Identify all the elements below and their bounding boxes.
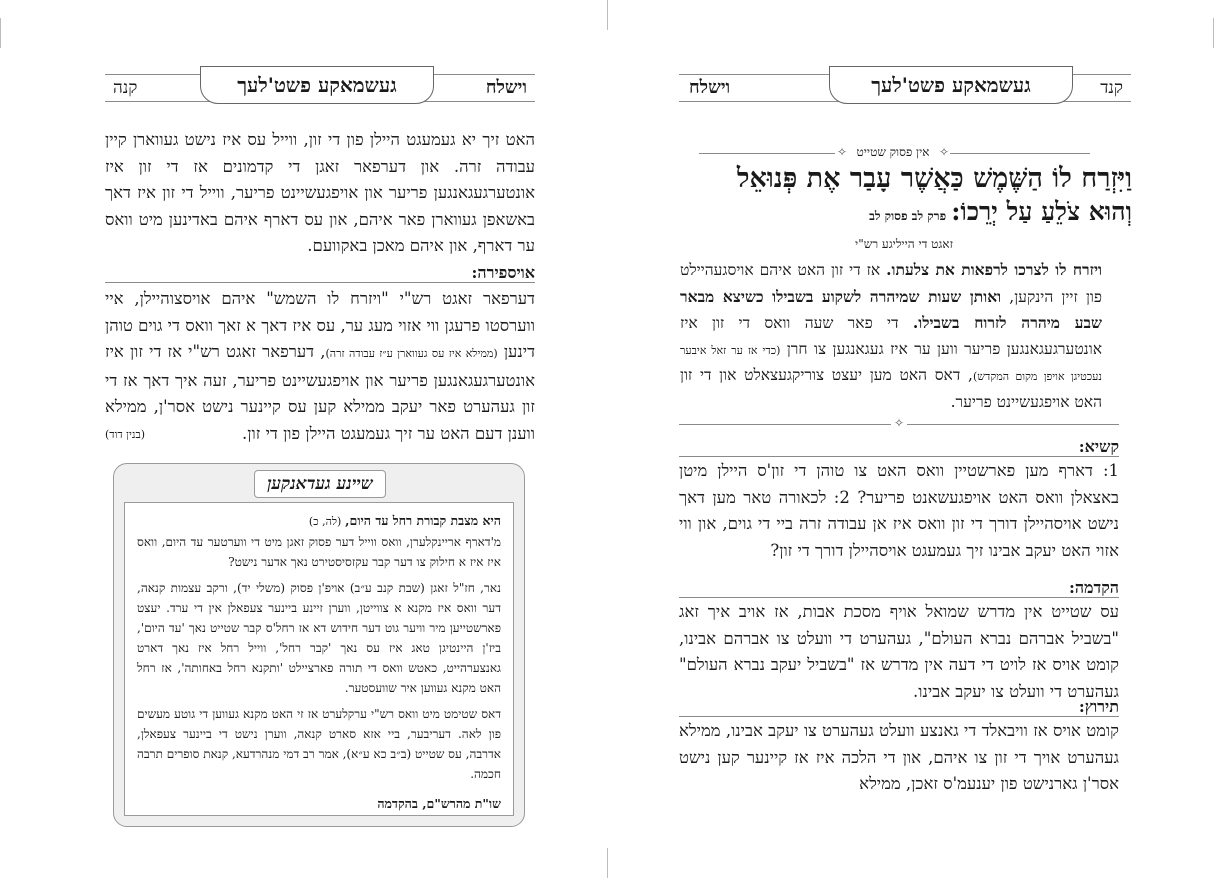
verse-line: וַיִּזְרַח לוֹ הַשֶּׁמֶשׁ כַּאֲשֶׁר עָבַר אֶת פְּנוּאֵל: [736, 163, 1132, 194]
pasuk-label: אין פסוק שטייט: [856, 145, 930, 159]
divider: [950, 153, 1090, 154]
diamond-ornament-icon: ✧: [893, 416, 905, 430]
rashi-explanation: די פאר שעה וואס די זון איז אונטערגעגאנגען פריער ווען ער איז געגאנגען צו חרן: [680, 314, 1102, 358]
rashi-block: [680, 257, 1102, 415]
page-number: קנד: [1100, 78, 1123, 98]
box-inner: [124, 502, 514, 816]
divider: [105, 282, 535, 283]
thoughts-box: [113, 463, 525, 827]
box-paragraph: נאר, חז"ל זאגן (שבת קנב ע״ב) אויפ'ן פסוק (משלי יד), ורקב עצמות קנאה, דער וואס איז מקנא א צווייטן, ווערן זיינע ביינער צעפאלן אין די ערד. יעצט פארשטייען מיר וויער גוט דער חידוש דא אז רחל'ס קבר שטייט נאך 'עד היום', ביז'ן היינטיגן טאג איז עס נאך 'קבר רחל', ווייל רחל איז נאך דארט גאנצערהייט, כאטש וואס די תורה פארציילט 'ותקנא רחל באחותה', אז רחל האט מקנא געווען איר שוועסטער.: [137, 581, 501, 695]
inline-note: (כדי אז ער זאל איבער נעכטיגן אויפן מקום המקדש): [680, 343, 1102, 383]
box-paragraph: דאס שטימט מיט וואס רש"י ערקלערט אז זי האט מקנא געווען די גוטע מעשים פון לאה. דעריבער, ביי אזא סארט קנאה, ווערן נישט די ביינער צעפאלן, אדרבה, עס שטייט (ב״ב כא ע״א), אמר רב דמי מנהרדעא, קנאת סופרים תרבה חכמה.: [137, 707, 501, 781]
section-name: וישלח: [689, 77, 731, 98]
paragraph-text: קומט אויס אז וויבאלד די גאנצע וועלט געהערט צו יעקב אבינו, ממילא געהערט אויך די זון צו איהם, און די הלכה איז אז קיינער קען נישט אסר'ן גארנישט פון יענעמ'ס זאכן, ממילא: [679, 721, 1119, 793]
paragraph-text: 1: דארף מען פארשטיין וואס האט צו טוהן די זון'ס היילן מיטן באצאלן וואס האט אויפגעשאנט פריער? 2: לכאורה טאר מען דאך נישט אויסהיילן דורך די זון וואס איז אן עבודה זרה ביי די גוים, און ווי אזוי האט יעקב אבינו זיך געמעגט אויסהיילן דורך די זון?: [679, 461, 1120, 560]
divider: [907, 424, 1119, 425]
section-label: תירוץ:: [1078, 697, 1119, 716]
divider: [679, 597, 1119, 598]
page-header: [105, 74, 535, 102]
box-heading: היא מצבת קבורת רחל עד היום,: [345, 513, 501, 528]
paragraph-text: דערפאר זאגט רש"י "ויזרח לו השמש" איהם אויסצוהיילן, איי ווערסטו פרעגן ווי אזוי מעג ער, עס איז דאך א זאך וואס די גוים טוהן דינען: [105, 289, 535, 361]
top-paragraph: [105, 127, 535, 260]
rashi-label: זאגט די הייליגע רש"י: [855, 237, 953, 251]
rashi-explanation: , דאס האט מען יעצט צוריקגעצאלט און די זון האט אויפגעשיינט פריער.: [680, 366, 1102, 411]
source-citation: (בנין דוד): [105, 428, 146, 441]
page-header: [679, 74, 1131, 102]
section-label: קשיא:: [1078, 437, 1119, 456]
box-text: [137, 511, 501, 820]
book-title: געשמאקע פשט'לעך: [200, 66, 434, 104]
paragraph-text: האט זיך יא געמעגט היילן פון די זון, ווייל עס איז נישט געווארן קיין עבודה זרה. און דערפאר זאגן די קדמונים אז די זון איז אונטערגעגאנגען פריער און אויפגעשיינט פריער, ווייל די זון איז דאך באשאפן געווארן פאר איהם, און עס דארף איהם באדינען מיט וואס ער דארף, און איהם מאכן באקוועם.: [105, 130, 535, 255]
divider: [679, 456, 1119, 457]
section-name: וישלח: [485, 77, 527, 98]
divider: [679, 424, 891, 425]
page-number: קנה: [113, 78, 138, 98]
inline-note: (ממילא איז עס געווארן ע״ז עבודה זרה): [325, 347, 498, 360]
rashi-quote: ואותן שעות שמיהרה לשקוע בשבילו כשיצא מבאר שבע מיהרה לזרוח בשבילו.: [680, 286, 1102, 332]
divider: [699, 153, 835, 154]
paragraph-text: עס שטייט אין מדרש שמואל אויף מסכת אבות, אז אויב איך זאג "בשביל אברהם נברא העולם", געהערט די וועלט צו אברהם אבינו, קומט אויס אז לויט די דעה אין מדרש אז "בשביל יעקב נברא העולם" געהערט די וועלט צו יעקב אבינו.: [679, 602, 1119, 701]
diamond-ornament-icon: ✧: [836, 145, 848, 159]
rashi-explanation: אז די זון האט איהם אויסגעהיילט פון זיין הינקען,: [680, 261, 1102, 306]
box-heading-ref: (לה, כ): [308, 515, 342, 528]
verse-block: [667, 162, 1132, 228]
hakdama-section: [679, 577, 1119, 705]
box-title: שיינע געדאנקען: [254, 470, 386, 498]
right-page: [607, 0, 1214, 878]
verse-line: וְהוּא צֹלֵעַ עַל יְרֵכוֹ:: [951, 197, 1132, 226]
divider: [679, 716, 1119, 717]
box-source: שו"ת מהרש"ם, בהקדמה: [377, 796, 501, 811]
paragraph-text: , דערפאר זאגט רש"י אז די זון איז אונטערגעגאנגען פריער און אויפגעשיינט פריער, זעה איך דאך אז די זון געהערט פאר יעקב ממילא קען עס קיינער נישט אסר'ן, ממילא ווענן דעם האט ער זיך געמעגט היילן פון די זון.: [105, 342, 535, 443]
verse-reference: פרק לב פסוק לב: [869, 209, 947, 223]
diamond-ornament-icon: ✧: [938, 145, 950, 159]
section-label: אויספירה:: [471, 263, 535, 282]
book-title: געשמאקע פשט'לעך: [829, 66, 1073, 104]
osifa-section: [105, 262, 535, 447]
terutz-section: [679, 696, 1119, 798]
box-paragraph: מ'דארף אריינקלערן, וואס ווייל דער פסוק זאגן מיט די ווערטער עד היום, וואס איז איז א חילוק צו דער קבר עקזסיסטירט נאך אדער נישט?: [137, 535, 501, 569]
section-label: הקדמה:: [1068, 578, 1119, 597]
rashi-quote: ויזרח לו לצרכו לרפאות את צלעתו.: [886, 260, 1102, 279]
kashya-section: [679, 436, 1119, 564]
